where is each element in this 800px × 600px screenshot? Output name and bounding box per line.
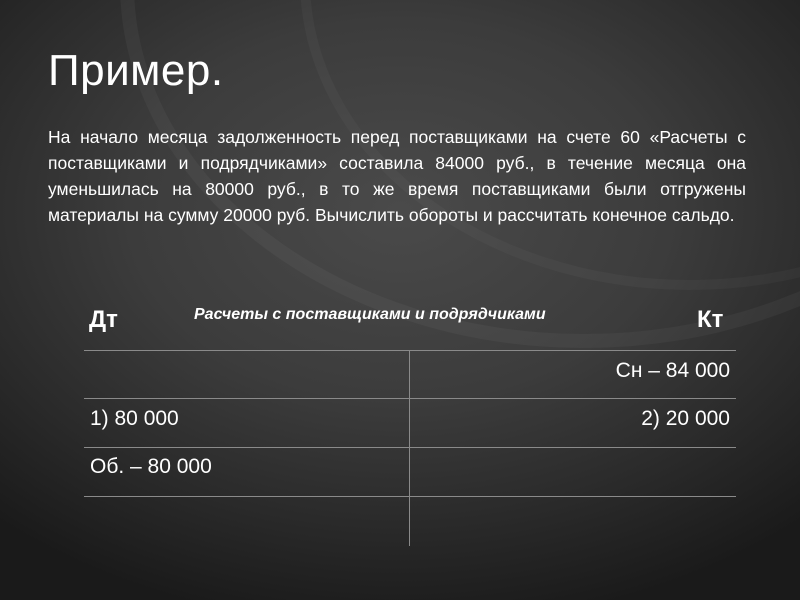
row-divider xyxy=(84,398,736,399)
row-divider xyxy=(84,350,736,351)
debit-label: Дт xyxy=(89,306,118,333)
debit-cell: 1) 80 000 xyxy=(90,407,179,430)
task-text: На начало месяца задолженность перед поставщиками на счете 60 «Расчеты с поставщиками и подрядчиками» составила 84000 руб., в течение месяца она уменьшилась на 80000 руб., в то же время поставщиками были отгружены материалы на сумму 20000 руб. Вычислить обороты и рассчитать конечное сальдо. xyxy=(48,127,746,225)
credit-label: Кт xyxy=(697,306,724,333)
credit-cell: Сн – 84 000 xyxy=(615,359,730,382)
slide-title: Пример. xyxy=(48,46,224,95)
row-divider xyxy=(84,447,736,448)
row-divider xyxy=(84,496,736,497)
credit-cell: 2) 20 000 xyxy=(641,407,730,430)
column-divider xyxy=(409,351,410,546)
debit-cell: Об. – 80 000 xyxy=(90,455,212,478)
account-name: Расчеты с поставщиками и подрядчиками xyxy=(194,306,546,323)
